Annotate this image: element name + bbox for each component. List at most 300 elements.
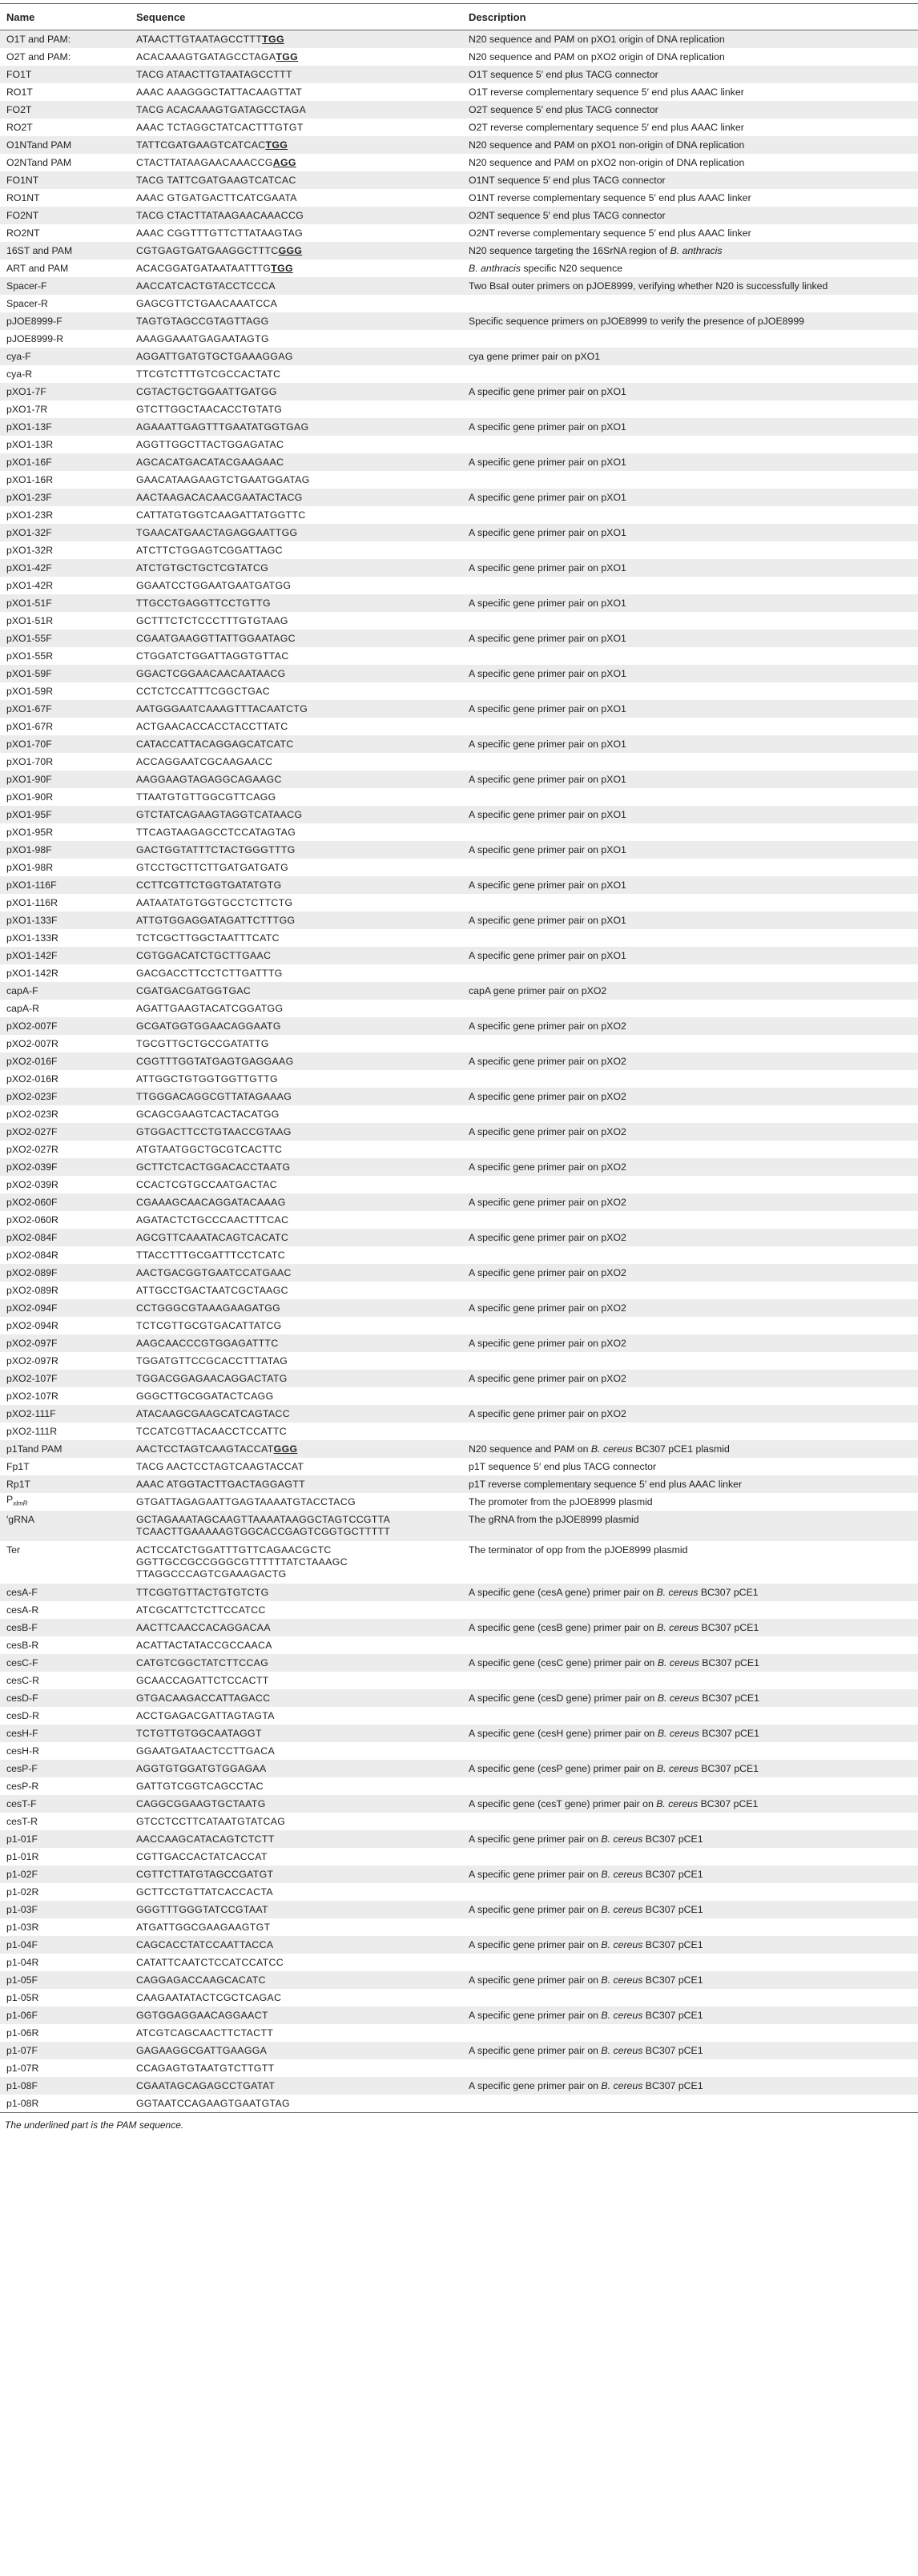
species-name: B. cereus [601,2079,643,2091]
table-row [0,929,918,947]
cell-description [462,2095,918,2113]
sequence-text: GCTTCCTGTTATCACCACTA [136,1886,273,1898]
sequence-text: TTCGTCTTTGTCGCCACTATC [136,368,281,380]
description-tail: BC307 pCE1 [645,2044,703,2056]
description-text: A specific gene primer pair on pXO1 [469,526,626,538]
primer-name: cya-F [6,350,31,362]
sequence-text: TATTCGATGAAGTCATCAC [136,139,266,151]
header-name: Name [0,4,130,30]
sequence-text: GTGACAAGACCATTAGACC [136,1692,271,1704]
sequence-text: AATAATATGTGGTGCCTCTTCTG [136,896,293,908]
species-name: B. cereus [601,2009,643,2021]
sequence-text: GAGAAGGCGATTGAAGGA [136,2044,268,2056]
primer-name: pXO1-13F [6,421,52,433]
cell-sequence [130,1176,462,1193]
cell-sequence [130,2059,462,2077]
sequence-text: AAAC GTGATGACTTCATCGAATA [136,191,297,203]
sequence-text: GTGATTAGAGAATTGAGTAAAATGTACCTACG [136,1495,356,1507]
primer-name: pXO1-133F [6,914,58,926]
description-text: A specific gene primer pair on pXO2 [469,1231,626,1243]
sequence-text: CGAATAGCAGAGCCTGATAT [136,2079,276,2091]
cell-name [0,1777,130,1795]
species-name: B. cereus [656,1797,699,1809]
primer-name: cesH-R [6,1745,39,1757]
species-name: B. cereus [657,1656,699,1668]
sequence-text: TTGGGACAGGCGTTATAGAAAG [136,1090,292,1102]
primer-name: pXO1-90F [6,773,52,785]
cell-description [462,982,918,1000]
sequence-text: CCAGAGTGTAATGTCTTGTT [136,2062,275,2074]
cell-name [0,1211,130,1229]
description-tail: BC307 pCE1 [700,1586,759,1598]
cell-sequence [130,1989,462,2006]
primer-name: pXO1-116F [6,879,57,891]
description-text: A specific gene primer pair on pXO1 [469,385,626,397]
cell-description [462,1619,918,1636]
table-row [0,1211,918,1229]
cell-sequence [130,1866,462,1883]
table-body [0,30,918,2113]
pam-sequence: AGG [272,156,296,168]
cell-name [0,1936,130,1954]
cell-sequence [130,1584,462,1601]
description-text: O1T reverse complementary sequence 5′ end plus AAAC linker [469,86,744,98]
primer-name: O1T and PAM: [6,33,71,45]
cell-name [0,700,130,718]
cell-sequence [130,1334,462,1352]
cell-name [0,541,130,559]
pam-sequence: TGG [276,50,299,62]
description-text: N20 sequence and PAM on [469,1443,589,1455]
primer-name: pXO1-7R [6,403,48,415]
description-text: A specific gene primer pair on pXO1 [469,561,626,574]
table-row [0,1954,918,1971]
cell-sequence [130,30,462,49]
primer-name: pXO2-094F [6,1302,58,1314]
sequence-text: TCTCGCTTGGCTAATTTCATC [136,932,280,944]
cell-name [0,841,130,859]
sequence-text: CGTTGACCACTATCACCAT [136,1850,268,1862]
table-row [0,2095,918,2113]
description-tail: BC307 pCE1 [701,1621,759,1633]
primer-name: pXO2-060F [6,1196,58,1208]
table-row [0,1352,918,1370]
sequence-text: TTCGGTGTTACTGTGTCTG [136,1586,269,1598]
table-row [0,1458,918,1475]
table-row [0,242,918,260]
primer-name: pXO1-7F [6,385,46,397]
primer-name: RO2NT [6,227,40,239]
table-row [0,541,918,559]
cell-description [462,1070,918,1088]
primer-name: pXO2-089F [6,1266,58,1278]
cell-description [462,876,918,894]
description-text: A specific gene primer pair on pXO1 [469,949,626,961]
table-row [0,1070,918,1088]
sequence-text: AACTGACGGTGAATCCATGAAC [136,1266,292,1278]
species-name: B. cereus [657,1621,699,1633]
cell-name [0,1654,130,1672]
cell-description [462,559,918,577]
cell-name [0,119,130,136]
cell-sequence [130,119,462,136]
sequence-text: ACACGGATGATAATAATTTG [136,262,272,274]
primer-name: p1Tand PAM [6,1443,62,1455]
primer-name: cesB-F [6,1621,38,1633]
sequence-text: AGCACATGACATACGAAGAAC [136,456,284,468]
cell-description [462,436,918,453]
cell-sequence [130,577,462,594]
cell-name [0,1672,130,1689]
cell-description [462,1246,918,1264]
species-name: B. cereus [601,2044,643,2056]
sequence-text: GGGTTTGGGTATCCGTAAT [136,1903,268,1915]
cell-description [462,1918,918,1936]
cell-description [462,1475,918,1493]
primer-name: pXO1-67F [6,702,52,714]
description-text: O2NT sequence 5′ end plus TACG connector [469,209,666,221]
sequence-text: CGTGGACATCTGCTTGAAC [136,949,272,961]
cell-sequence [130,1017,462,1035]
primer-name: pXO2-084R [6,1249,58,1261]
table-row [0,383,918,400]
primer-name: p1-07R [6,2062,39,2074]
cell-description [462,1035,918,1053]
cell-name [0,2006,130,2024]
sequence-text: AACCATCACTGTACCTCCCA [136,280,276,292]
primer-name: cesD-F [6,1692,38,1704]
cell-description [462,171,918,189]
primer-name: cya-R [6,368,33,380]
cell-description [462,400,918,418]
cell-sequence [130,171,462,189]
cell-name [0,506,130,524]
cell-description [462,1511,918,1541]
sequence-text: GACTGGTATTTCTACTGGGTTTG [136,843,296,855]
cell-sequence [130,1777,462,1795]
primer-name: pXO2-016F [6,1055,58,1067]
description-text: The terminator of opp from the pJOE8999 plasmid [469,1544,688,1556]
sequence-text: CCACTCGTGCCAATGACTAC [136,1178,277,1190]
primer-name: ′gRNA [6,1514,35,1525]
cell-sequence [130,665,462,682]
description-tail: BC307 pCE1 [645,2009,703,2021]
cell-sequence [130,1440,462,1458]
table-row [0,1725,918,1742]
description-text: Specific sequence primers on pJOE8999 to verify the presence of pJOE8999 [469,315,805,327]
sequence-text: ATACAAGCGAAGCATCAGTACC [136,1407,290,1419]
sequence-text: CAGCACCTATCCAATTACCA [136,1938,274,1950]
primer-name: O2T and PAM: [6,50,71,62]
cell-name [0,665,130,682]
description-tail: BC307 pCE1 [702,1656,759,1668]
description-text: The gRNA from the pJOE8999 plasmid [469,1514,639,1525]
cell-description [462,383,918,400]
table-row [0,1777,918,1795]
sequence-text: AGGTGTGGATGTGGAGAA [136,1762,267,1774]
cell-description [462,2042,918,2059]
description-tail: BC307 pCE1 [702,1692,759,1704]
primer-name: pXO2-089R [6,1284,58,1296]
sequence-text: CTACTTATAAGAACAAACCG [136,156,273,168]
sequence-text: TTCAGTAAGAGCCTCCATAGTAG [136,826,296,838]
sequence-text: AAAC AAAGGGCTATTACAAGTTAT [136,86,303,98]
cell-sequence [130,136,462,154]
cell-sequence [130,207,462,224]
description-text: A specific gene (cesD gene) primer pair on [469,1692,655,1704]
primer-name: 16ST and PAM [6,244,73,256]
sequence-text: ATAACTTGTAATAGCCTTT [136,33,263,45]
cell-name [0,312,130,330]
cell-name [0,894,130,912]
cell-description [462,1584,918,1601]
table-row [0,277,918,295]
table-row [0,1176,918,1193]
cell-name [0,788,130,806]
table-row [0,876,918,894]
cell-name [0,1053,130,1070]
species-name: B. anthracis [469,262,521,274]
cell-sequence [130,418,462,436]
cell-sequence [130,1246,462,1264]
primer-name: p1-02R [6,1886,39,1898]
cell-name [0,348,130,365]
table-row [0,630,918,647]
description-text: N20 sequence targeting the 16SrNA region of [469,244,668,256]
table-row [0,1936,918,1954]
cell-description [462,1176,918,1193]
cell-description [462,1493,918,1511]
description-text: A specific gene primer pair on [469,1833,598,1845]
primer-name: p1-03R [6,1921,39,1933]
sequence-text: TGAACATGAACTAGAGGAATTGG [136,526,298,538]
species-name: B. cereus [590,1443,633,1455]
table-row [0,912,918,929]
primer-name: RO1T [6,86,33,98]
cell-sequence [130,506,462,524]
primer-name: p1-08R [6,2097,39,2109]
cell-name [0,2024,130,2042]
sequence-text: ACATTACTATACCGCCAACA [136,1639,272,1651]
description-tail: BC307 pCE1 [645,1868,703,1880]
description-text: O2T sequence 5′ end plus TACG connector [469,103,658,115]
description-text: specific N20 sequence [523,262,623,274]
table-row [0,859,918,876]
cell-description [462,947,918,964]
sequence-text: AACTAAGACACAACGAATACTACG [136,491,303,503]
cell-sequence [130,471,462,489]
sequence-text: TGGATGTTCCGCACCTTTATAG [136,1354,288,1366]
table-row [0,1601,918,1619]
primer-name: pXO2-094R [6,1319,58,1331]
cell-name [0,400,130,418]
cell-name [0,453,130,471]
cell-name [0,1264,130,1282]
cell-name [0,612,130,630]
cell-description [462,1405,918,1423]
sequence-text: CTGGATCTGGATTAGGTGTTAC [136,650,289,662]
cell-description [462,859,918,876]
cell-description [462,806,918,823]
sequence-text: TTAATGTGTTGGCGTTCAGG [136,791,276,803]
sequence-text: GCTTTCTCTCCCTTTGTGTAAG [136,614,288,626]
description-text: A specific gene primer pair on pXO1 [469,843,626,855]
cell-description [462,1742,918,1760]
cell-name [0,1707,130,1725]
species-name: B. cereus [601,1833,643,1845]
table-row [0,647,918,665]
description-text: A specific gene primer pair on pXO1 [469,597,626,609]
cell-name [0,1971,130,1989]
cell-name [0,1901,130,1918]
cell-name [0,471,130,489]
sequence-text: AAGGAAGTAGAGGCAGAAGC [136,773,282,785]
sequence-text: AAAC ATGGTACTTGACTAGGAGTT [136,1478,305,1490]
cell-name [0,2095,130,2113]
cell-description [462,577,918,594]
sequence-text: CAGGAGACCAAGCACATC [136,1974,266,1986]
table-row [0,1918,918,1936]
primer-name: pXO1-142R [6,967,58,979]
sequence-text: CCTTCGTTCTGGTGATATGTG [136,879,282,891]
description-text: capA gene primer pair on pXO2 [469,984,607,996]
sequence-text: GCTTCTCACTGGACACCTAATG [136,1161,291,1173]
cell-sequence [130,1654,462,1672]
cell-name [0,1246,130,1264]
primer-name: FO1NT [6,174,39,186]
sequence-text: GTCCTCCTTCATAATGTATCAG [136,1815,286,1827]
cell-name [0,101,130,119]
cell-name [0,1989,130,2006]
primer-name: pXO1-55R [6,650,54,662]
description-text: cya gene primer pair on pXO1 [469,350,601,362]
cell-name [0,1511,130,1541]
primer-name: pXO1-23R [6,509,54,521]
cell-description [462,788,918,806]
table-row [0,771,918,788]
cell-name [0,330,130,348]
cell-sequence [130,735,462,753]
table-row [0,1654,918,1672]
cell-sequence [130,982,462,1000]
sequence-text: ACTCCATCTGGATTTGTTCAGAACGCTC GGTTGCCGCCGGGCGTTTTTTATCTAAAGC TTAGGCCCAGTCGAAAGACTG [136,1544,348,1580]
cell-description [462,1317,918,1334]
description-tail: BC307 pCE1 [645,1903,703,1915]
cell-sequence [130,1352,462,1370]
cell-sequence [130,365,462,383]
cell-description [462,312,918,330]
description-text: O2T reverse complementary sequence 5′ end plus AAAC linker [469,121,744,133]
primer-name: cesP-F [6,1762,38,1774]
cell-description [462,718,918,735]
primer-name: p1-06R [6,2027,39,2039]
description-text: A specific gene primer pair on pXO2 [469,1372,626,1384]
cell-description [462,83,918,101]
table-row [0,171,918,189]
sequence-text: CAGGCGGAAGTGCTAATG [136,1797,266,1809]
cell-name [0,1689,130,1707]
cell-description [462,771,918,788]
cell-name [0,295,130,312]
sequence-text: TTGCCTGAGGTTCCTGTTG [136,597,271,609]
cell-name [0,1229,130,1246]
table-row [0,1105,918,1123]
cell-description [462,735,918,753]
sequence-text: CATACCATTACAGGAGCATCATC [136,738,294,750]
table-row [0,1672,918,1689]
cell-sequence [130,1830,462,1848]
table-row [0,1423,918,1440]
cell-sequence [130,1901,462,1918]
table-row [0,700,918,718]
cell-sequence [130,876,462,894]
cell-description [462,647,918,665]
description-text: N20 sequence and PAM on pXO2 origin of DNA replication [469,50,725,62]
sequence-text: GAGCGTTCTGAACAAATCCA [136,297,278,309]
table-row [0,559,918,577]
primer-name: pXO1-51R [6,614,54,626]
cell-description [462,224,918,242]
table-row [0,1866,918,1883]
sequence-text: GAACATAAGAAGTCTGAATGGATAG [136,473,310,485]
description-text: A specific gene primer pair on [469,1903,598,1915]
table-row [0,682,918,700]
sequence-text: TCTCGTTGCGTGACATTATCG [136,1319,282,1331]
description-text: A specific gene primer pair on pXO2 [469,1125,626,1137]
table-row [0,101,918,119]
sequence-text: GCAGCGAAGTCACTACATGG [136,1108,280,1120]
cell-description [462,841,918,859]
primer-name: FO2NT [6,209,39,221]
sequence-text: TACG AACTCCTAGTCAAGTACCAT [136,1460,304,1472]
cell-description [462,1440,918,1458]
cell-name [0,577,130,594]
cell-sequence [130,718,462,735]
cell-description [462,1423,918,1440]
cell-name [0,524,130,541]
table-row [0,841,918,859]
primer-name: Ter [6,1544,21,1556]
cell-name [0,1636,130,1654]
table-row [0,735,918,753]
cell-name [0,1493,130,1511]
cell-name [0,1619,130,1636]
cell-sequence [130,2024,462,2042]
description-tail: BC307 pCE1 [645,1833,703,1845]
cell-description [462,489,918,506]
cell-sequence [130,1458,462,1475]
cell-name [0,1176,130,1193]
cell-name [0,1584,130,1601]
cell-name [0,224,130,242]
primer-name: p1-08F [6,2079,38,2091]
cell-name [0,2059,130,2077]
sequence-text: GGTGGAGGAACAGGAACT [136,2009,268,2021]
cell-sequence [130,1035,462,1053]
primer-name: cesT-R [6,1815,38,1827]
sequence-text: TACG ACACAAAGTGATAGCCTAGA [136,103,307,115]
cell-sequence [130,823,462,841]
species-name: B. cereus [656,1586,699,1598]
cell-sequence [130,1423,462,1440]
primer-name: pXO1-55F [6,632,52,644]
table-row [0,1440,918,1458]
cell-sequence [130,1511,462,1541]
description-text: O1NT reverse complementary sequence 5′ end plus AAAC linker [469,191,751,203]
description-text: A specific gene (cesC gene) primer pair on [469,1656,655,1668]
primer-name: O1NTand PAM [6,139,72,151]
sequence-text: GTCCTGCTTCTTGATGATGATG [136,861,289,873]
